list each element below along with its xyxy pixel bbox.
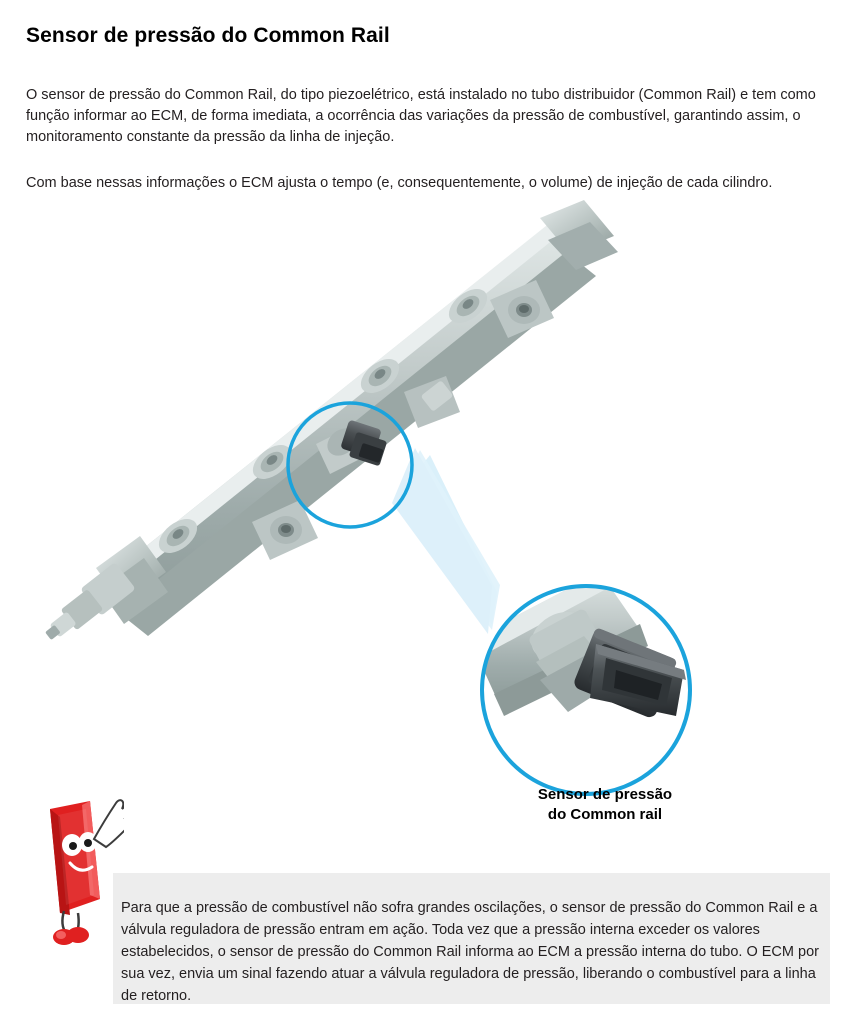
magnified-sensor-view [470,572,690,794]
figure-caption-line-1: Sensor de pressão [537,786,673,803]
page-title: Sensor de pressão do Common Rail [26,24,390,48]
common-rail-illustration [0,200,851,840]
mascot-icon [28,795,124,945]
body-paragraph-1: O sensor de pressão do Common Rail, do tipo piezoelétrico, está instalado no tubo distribuidor (Common Rail) e tem como função informar ao ECM, de forma imediata, a ocorrência das variações da pressão de combustível, garantindo assim, o monitoramento constante da pressão da linha de injeção. [26,86,816,145]
callout-cone-3 [392,448,492,634]
common-rail-body [40,200,618,646]
body-paragraph-2: Com base nessas informações o ECM ajusta o tempo (e, consequentemente, o volume) de injeção de cada cilindro. [26,174,773,191]
figure-caption [465,785,745,825]
note-text: Para que a pressão de combustível não sofra grandes oscilações, o sensor de pressão do Common Rail e a válvula reguladora de pressão entram em ação. Toda vez que a pressão interna exceder os valores estabelecidos, o sensor de pressão do Common Rail informa ao ECM a pressão interna do tubo. O ECM por sua vez, envia um sinal fazendo atuar a válvula reguladora de pressão, liberando o combustível para a linha de retorno. [121,899,819,1004]
figure-caption-line-2: do Common rail [547,806,663,823]
